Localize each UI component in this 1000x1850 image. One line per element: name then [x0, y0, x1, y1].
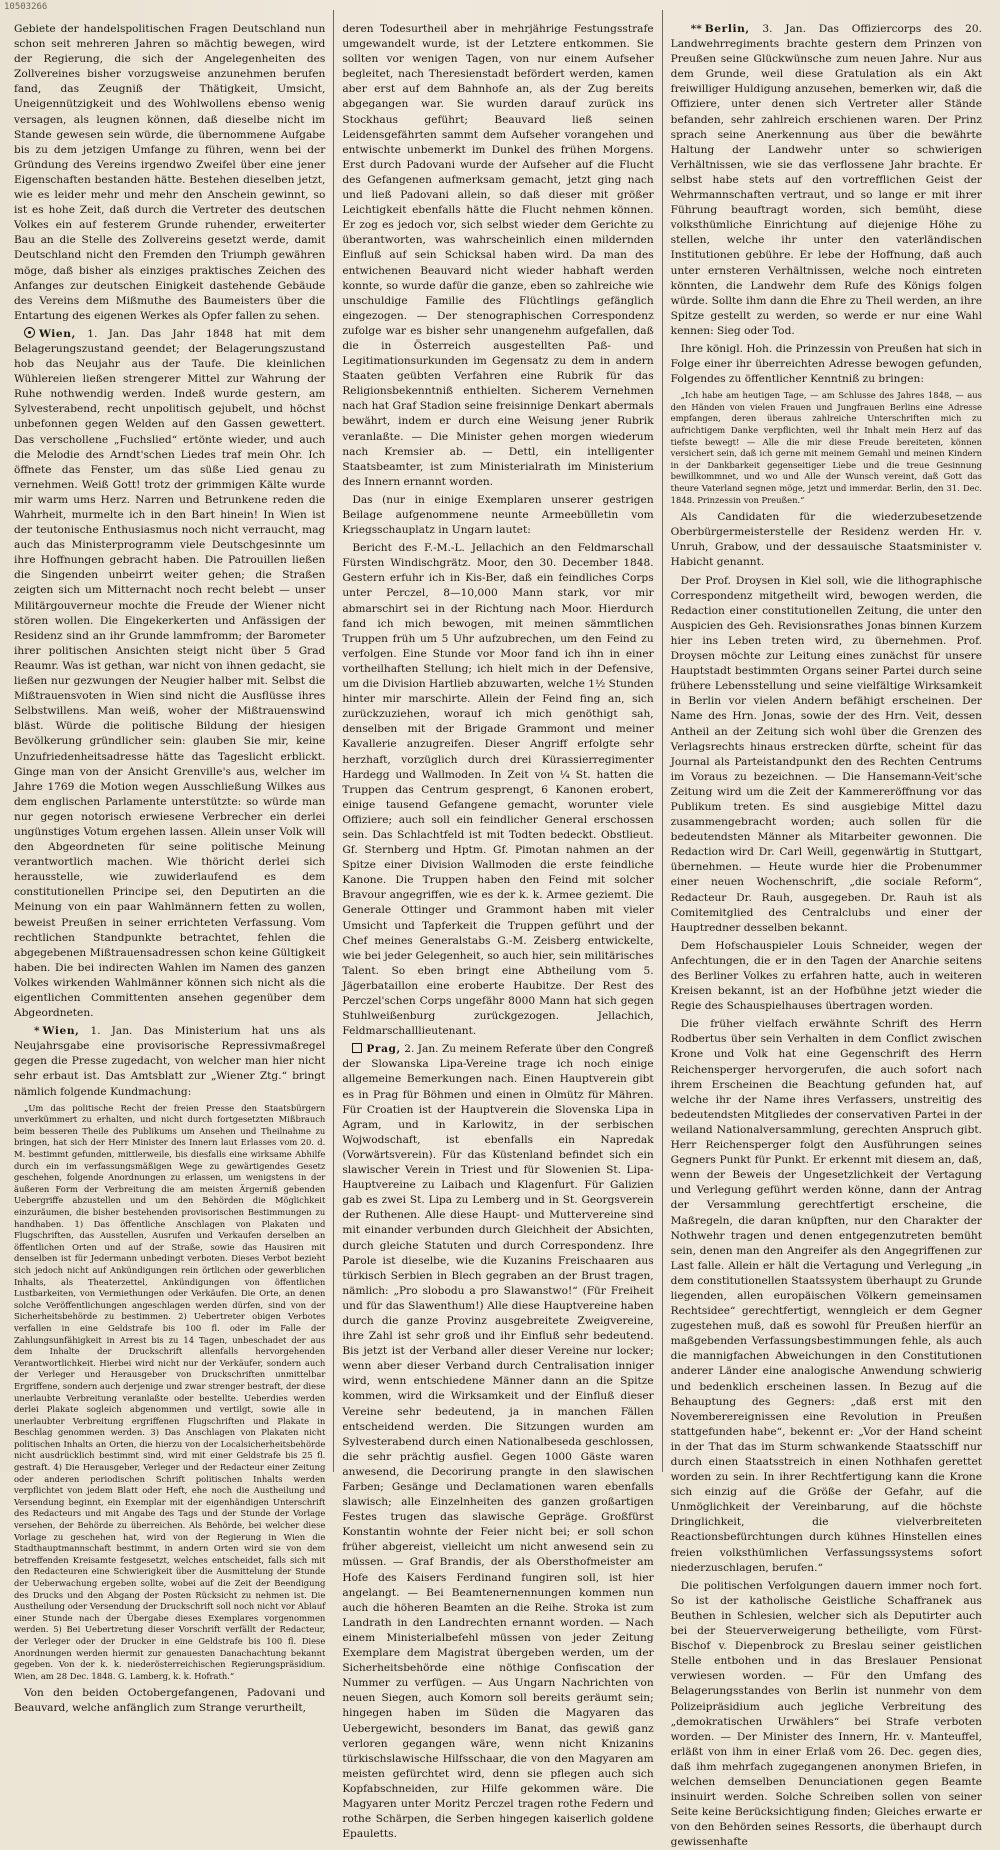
columns — [12, 10, 986, 1849]
dateline-prag: Prag, — [366, 1043, 401, 1056]
double-asterisk-mark-icon: ** — [690, 23, 702, 35]
prag-dispatch — [342, 1042, 653, 1842]
press-decree: „Um das politische Recht der freien Presse den Staatsbürgern unverkümmert zu erhalten, und nicht durch fortgesetzten Mißbrauch beim besseren Theile des Publikums um Ansehen und Theilnahme zu bringen, hat sich der Herr Minister des Innern laut Erlasses vom 20. d. M. bestimmt gefunden, mittlerweile, bis diesfalls eine wirksame Abhilfe durch ein im verfassungsmäßigen Wege zu gewärtigendes Gesetz geschehen, folgende Anordnungen zu erlassen, um wenigstens in der äußeren Form der Verbreitung die am meisten Ärgerniß gebenden Uebergriffe abzustellen und um den Behörden die Möglichkeit einzuräumen, die bisher bestehenden provisorischen Bestimmungen zu handhaben. 1) Das öffentliche Anschlagen von Plakaten und Flugschriften, das Ausstellen, Ausrufen und Verkaufen derselben an öffentlichen Orten und auf der Straße, sowie das Hausiren mit denselben ist für Jedermann unbedingt verboten. Dieses Verbot bezieht sich jedoch nicht auf Ankündigungen rein örtlichen oder gewerblichen Inhalts, als Theaterzettel, Ankündigungen von öffentlichen Lustbarkeiten, von Vermiethungen oder Verkäufen. Die Orte, an denen solche Veröffentlichungen angeschlagen werden dürfen, sind von der Sicherheitsbehörde zu bestimmen. 2) Uebertreter obigen Verbotes verfallen in eine Geldstrafe bis 100 fl. oder im Falle der Zahlungsunfähigkeit in Arrest bis zu 14 Tagen, unbeschadet der aus dem Inhalte der Druckschrift allenfalls hervorgehenden Verantwortlichkeit. Hierbei wird nicht nur der Verkäufer, sondern auch der Verleger und Herausgeber von Druckschriften unmittelbar Ergriffene, sondern auch derjenige und zwar strenger bestraft, der diese unerlaubte Verbreitung veranlaßte oder bestellte. Ueberdies werden derlei Plakate sogleich abgenommen und vertilgt, sowie alle in unerlaubter Verbreitung ergriffenen Flugschriften und Plakate in Beschlag genommen werden. 3) Das Anschlagen von Plakaten nicht politischen Inhalts an Orten, die hierzu von der Localsicherheitsbehörde nicht ausdrücklich bestimmt sind, wird mit einer Geldstrafe bis 25 fl. gestraft. 4) Die Herausgeber, Verleger und der Redacteur einer Zeitung oder anderen periodischen Schrift politischen Inhalts werden verpflichtet von jedem Blatt oder Heft, ehe noch die Austheilung und Versendung beginnt, ein Exemplar mit der eigenhändigen Unterschrift des Redacteurs und mit Angabe des Tags und der Stunde der Vorlage versehen, der Behörde zu überreichen. Als Behörde, bei welcher diese Vorlage zu geschehen hat, wird von der Regierung in Wien die Stadthauptmannschaft bestimmt, in andern Orten wird sie von dem betreffenden Kreisamte festgesetzt, welches entscheidet, falls sich mit den Redacteuren eine Schwierigkeit über die Ausmittelung der Stunde der Ueberwachung ergeben sollte, wobei auf die Zeit der Beendigung des Drucks und den Abgang der Posten Rücksicht zu nehmen ist. Die Austheilung oder Versendung der Druckschrift soll noch nicht vor Ablauf einer Stunde nach der Übergabe dieses Exemplares vorgenommen werden. 5) Bei Uebertretung dieser Vorschrift verfällt der Redacteur, der Verleger oder der Drucker in eine Geldstrafe bis 100 fl. Diese Anordnungen werden hiermit zur genauesten Danachachtung bekannt gegeben. Von der k. k. niederösterreichischen Regierungspräsidium. Wien, am 28 Dec. 1848. G. Lamberg, k. k. Hofrath.“ — [14, 1102, 326, 1681]
archive-id: 10503266 — [4, 2, 48, 12]
political-persecutions: Die politischen Verfolgungen dauern immer noch fort. So ist der katholische Geistliche Schaffranek aus Beuthen in Schlesien, welcher sich als Deputirter auch bei der Steuerverweigerung betheiligte, vom Fürst-Bischof v. Diepenbrock zu Breslau seiner geistlichen Stelle entbohen und in das Breslauer Pensionat verwiesen worden. — Für den Umfang des Belagerungsstandes von Berlin ist nunmehr von dem Polizeipräsidium auch jegliche Verbreitung des „demokratischen Urwählers“ bei Strafe verboten worden. — Der Minister des Innern, Hr. v. Manteuffel, erläßt von ihm in einer Erlaß vom 26. Dec. gegen dies, daß ihm mehrfach zugegangenen anonymen Briefen, in welchen demselben Denunciationen gegen Beamte insinuirt werden. Solche Schreiben sollen von seiner Seite keine Berücksichtigung finden; Gleiches erwarte er von den Behörden seines Ressorts, die überhaupt durch gewissenhafte — [670, 1579, 982, 1849]
mayor-candidates: Als Candidaten für die wiederzubesetzende Oberbürgermeisterstelle der Residenz werden Hr. v. Unruh, Grabow, und der dessauische Staatsminister v. Habicht genannt. — [670, 511, 982, 569]
rodbertus-reichensperger: Die früher vielfach erwähnte Schrift des Herrn Rodbertus über sein Verhalten in dem Conflict zwischen Krone und Volk hat eine Gegenschrift des Herrn Reichensperger hervorgerufen, die auch sofort nach ihrem Erscheinen die Beachtung gefunden hat, auf welche ihr der Name ihres Verfassers, unstreitig des bedeutendsten Mitgliedes der conservativen Partei in der weiland Nationalversammlung, gerechten Anspruch gibt. Herr Reichensperger folgt den Ausführungen seines Gegners Punkt für Punkt. Er erkennt mit diesem an, daß, wenn der Beweis der Ungesetzlichkeit der Vertagung und Verlegung geführt werden könne, dann der Antrag der Versammlung gerechtfertigt erscheine, die Maßregeln, die daran knüpften, nur den Charakter der Nothwehr tragen und denen entgegenzutreten bemüht sein, denen man den Angreifer als den Angegriffenen zur Last falle. Allein er hält die Vertagung und Verlegung „in dem constitutionellen Staatssystem überhaupt zu Grunde liegenden, allen europäischen Völkern gemeinsamen Rechtsidee“ gerechtfertigt, wenngleich er dem Gegner zugestehen muß, daß es sowohl für Preußen hierfür an maßgebenden Verfassungsbestimmungen fehle, als auch die mannigfachen Abweichungen in den Constitutionen anderer Länder eine analogische Anwendung schwierig und bedenklich erscheinen lassen. In Bezug auf die Behauptung des Gegners: „daß erst mit den Novemberereignissen eine Revolution in Preußen stattgefunden habe“, bekennt er: „Vor der Hand scheint in der That das im Sturm schwankende Staatsschiff nur durch einen Staatsstreich in einen Nothhafen gerettet worden zu sein. In ihrer Rechtfertigung kann die Krone sich einzig auf die Größe der Gefahr, auf die Unmöglichkeit der Vereinbarung, auf die höchste Dringlichkeit, die vielverbreiteten Reactionsbefürchtungen durch kühnes Hinstellen eines freien volksthümlichen Verfassungssystems sofort niederzuschlagen, berufen.“ — [670, 1018, 982, 1574]
schneider-notice: Dem Hofschauspieler Louis Schneider, wegen der Anfechtungen, die er in den Tagen der Anarchie seitens des Berliner Volkes zu erfahren hatte, auch in weiteren Kreisen bekannt, ist an der Hofbühne jetzt wieder die Regie des Schauspielhauses übertragen worden. — [670, 939, 982, 1013]
army-bulletin-intro: Das (nur in einige Exemplaren unserer gestrigen Beilage aufgenommene neunte Armeebülletin vom Kriegsschauplatz in Ungarn lautet: — [342, 493, 654, 537]
square-mark-icon — [352, 1043, 362, 1053]
zollverein-article: Gebiete der handelspolitischen Fragen Deutschland nun schon seit mehreren Jahren so mächtig bewegen, wird der Regierung, die sich der Angelegenheiten des Zollvereines bisher vorzugsweise anzunehmen berufen fand, das Zeugniß der Thätigkeit, Umsicht, Uneigennützigkeit und des Wohlwollens ebenso wenig versagen, als leugnen können, daß dieselbe nicht im Stande gewesen sein würde, die übernommene Aufgabe bis zu dem jetzigen Umfange zu führen, wenn bei der Gründung des Vereins irgendwo Zweifel über eine jener Eigenschaften bestanden hätte. Bestehen dieselben jetzt, wie es leider mehr und mehr den Anschein gewinnt, so ist es hohe Zeit, daß durch die Vertreter des deutschen Volkes ein auf festerem Grunde ruhender, erweiterter Bau an die Stelle des Zollvereins gesetzt werde, damit Deutschland nicht den Fremden den Triumph gewähren möge, daß bisher als einziges praktisches Zeichen des Anfanges zur deutschen Einigkeit dastehende Gebäude des Vereins dem Mißmuthe des Baumeisters über die Entartung des eigenen Werkes als Opfer fallen zu sehen. — [14, 23, 326, 322]
column-left — [12, 10, 333, 1715]
princess-notice-quote: „Ich habe am heutigen Tage, — am Schlusse des Jahres 1848, — aus den Händen von vielen Frauen und Jungfrauen Berlins eine Adresse empfangen, deren überaus zahlreiche Unterschriften mich zu aufrichtigem Danke verpflichten, weil ihr Inhalt mein Herz auf das tiefste bewegt! — Alle die mir diese Freude bereiteten, können versichert sein, daß ich gerne mit meinem Gemahl und meinen Kindern in der Dankbarkeit gegenseitiger Liebe und die treue Gesinnung bewillkommnet, und wo und Alle der Wunsch vereint, daß Gott das theure Vaterland segnen möge, jetzt und immerdar. Berlin, den 31. Dec. 1848. Prinzessin von Preußen.“ — [670, 390, 982, 505]
prisoners-article-cont: deren Todesurtheil aber in mehrjährige Festungsstrafe umgewandelt wurde, ist der Letztere entkommen. Sie sollten vor wenigen Tagen, von nur einem Aufseher begleitet, nach Theresienstadt befördert werden, kamen aber erst auf dem Bahnhofe an, als der Zug bereits abgegangen war. Sie wurden darauf zurück ins Stockhaus geführt; Beauvard ließ seinen Leidensgefährten sammt dem Aufseher vorangehen und entwischte unbemerkt im Dunkel des frühen Morgens. Erst durch Padovani wurde der Aufseher auf die Flucht des Gefangenen aufmerksam gemacht, jetzt ging nach und ließ Padovani allein, so daß dieser mit größer Leichtigkeit ebenfalls hätte die Flucht nehmen können. Er zog es jedoch vor, sich selbst wieder dem Gerichte zu überantworten, was wahrscheinlich einen mildernden Einfluß auf sein Schicksal haben wird. Da man des entwichenen Beauvard nicht wieder habhaft werden konnte, so wurde dafür die ganze, eben so zahlreiche wie unschuldige Familie des Flüchtlings gefänglich eingezogen. — Der stenographischen Correspondenz zufolge war es bisher sehr unangenehm aufgefallen, daß die in Österreich ausgestellten Paß- und Legitimationsurkunden im Gegensatz zu dem in andern Staaten geübten Verfahren eine Rubrik für das Religionsbekenntniß enthielten. Sicherem Vernehmen nach hat Graf Stadion seine freisinnige Denkart abermals bewährt, indem er durch eine Weisung jener Rubrik veranlaßte. — Die Minister gehen morgen wiederum nach Kremsier ab. — Dettl, ein intelligenter Staatsbeamter, ist zum Ministerialrath im Ministerium des Innern ernannt worden. — [342, 23, 654, 488]
dateline-berlin: Berlin, — [704, 23, 750, 35]
correspondent-mark-icon — [24, 327, 35, 338]
column-middle — [333, 10, 661, 1841]
asterisk-mark-icon: * — [34, 1025, 40, 1038]
dateline-wien-1: Wien, — [39, 327, 76, 340]
berlin-dispatch — [671, 22, 982, 339]
prag-dispatch-text: 2. Jan. Zu meinem Referate über den Congreß der Slowanska Lipa-Vereine trage ich noch einige allgemeine Bemerkungen nach. Einen Hauptverein gibt es in Prag für Böhmen und einen in Olmütz für Mähren. Für Croatien ist der Hauptverein die Slovenska Lipa in Agram, und in Karlowitz, in der serbischen Wojwodschaft, ist ebenfalls ein Napredak (Vorwärtsverein). Für das Küstenland befindet sich ein slawischer Verein in Triest und für Slowenien St. Lipa-Hauptvereine zu Laibach und Klagenfurt. Für Galizien gab es zwei St. Lipa zu Lemberg und in St. Georgsverein der Ruthenen. Alle diese Haupt- und Muttervereine sind mit einander verbunden durch Gleichheit der Absichten, durch gleiche Statuten und durch Correspondenz. Ihre Parole ist dieselbe, wie die Kuzanins Freischaaren aus türkisch Serbien in Blech gegraben an der Brust tragen, nämlich: „Pro slobodu a pro Slawanstwo!“ (Für Freiheit und für das Slawenthum!) Alle diese Hauptvereine haben durch die ganze Provinz ausgebreitete Zweigvereine, ihre Zahl ist sehr groß und ihr Einfluß sehr bedeutend. Bis jetzt ist der Verband aller dieser Vereine nur locker; wenn aber dieser Verband durch Centralisation inniger wird, wenn entschiedene Männer dann an die Spitze kommen, wird die Wirksamkeit und der Einfluß dieser Vereine sehr bedeutend, ja in manchen Fällen entscheidend werden. Die Sitzungen wurden am Sylvesterabend durch einen Nationalbeseda geschlossen, die sehr prächtig ausfiel. Gegen 1000 Gäste waren anwesend, die Decorirung prangte in den slawischen Farben; Gesänge und Declamationen waren ebenfalls slawisch; alle Einzelnheiten des ganzen großartigen Festes trugen das slawische Gepräge. Großfürst Konstantin wohnte der Feier nicht bei; er soll schon früher abgereist, vielleicht um nicht anwesend sein zu müssen. — Graf Brandis, der als Obersthofmeister am Hofe des Kaisers Ferdinand fungiren soll, ist hier angelangt. — Bei Beamtenernennungen kommen nun auch die höheren Beamten an die Reihe. Stroka ist zum Landrath in den Landrechten ernannt worden. — Nach einem Ministerialbefehl müssen von jeder Zeitung Exemplare dem Magistrat übergeben werden, um der Sicherheitsbehörde eine nöthige Confiscation der Nummer zu verfügen. — Aus Ungarn Nachrichten von neuen Siegen, auch Komorn soll bereits geräumt sein; hingegen haben im Süden die Magyaren das Uebergewicht, besonders im Banat, das gewiß ganz verloren gegangen wäre, wenn nicht Knizanins türkischslawische Hilfsschaar, die von den Magyaren am meisten gefürchtet wird, denn sie pflegen auch sich Kopfabschneiden, zur Hilfe gekommen wäre. Die Magyaren unter Moritz Perczel tragen rothe Federn und rothe Schärpen, die Serben hingegen kaiserlich goldene Epauletts. — [342, 1043, 654, 1841]
army-bulletin-report: Bericht des F.-M.-L. Jellachich an den Feldmarschall Fürsten Windischgrätz. Moor, den 30. December 1848. Gestern erfuhr ich in Kis-Ber, daß ein feindliches Corps unter Perczel, 8—10,000 Mann stark, vor mir abmarschirt sei in der Richtung nach Moor. Hierdurch fand ich mich bewogen, mit meinen sämmtlichen Truppen früh um 5 Uhr aufzubrechen, um den Feind zu verfolgen. Eine Stunde vor Moor fand ich ihn in einer vortheilhaften Stellung; ich hielt mich in der Defensive, um die Division Hartlieb abzuwarten, welche 1½ Stunden hinter mir marschirte. Allein der Feind fing an, sich zurückzuziehen, worauf ich mich genöthigt sah, denselben mit der Brigade Grammont und meiner Kavallerie anzugreifen. Dieser Angriff erfolgte sehr herzhaft, vorzüglich durch drei Kürassierregimenter Hardegg und Wallmoden. In Zeit von ¼ St. hatten die Truppen das Centrum gesprengt, 6 Kanonen erobert, einige tausend Gefangene gemacht, worunter viele Offiziere; auch soll ein feindlicher General erschossen sein. Das Schlachtfeld ist mit Todten bedeckt. Obstlieut. Gf. Sternberg und Hptm. Gf. Pimotan nahmen an der Spitze einer Division Wallmoden die erste feindliche Kanone. Die Truppen haben den Feind mit solcher Bravour angegriffen, wie es der k. k. Armee geziemt. Die Generale Ottinger und Grammont haben mit vieler Umsicht und Tapferkeit die Truppen geführt und der Chef meines Generalstabs G.-M. Zeisberg entwickelte, wie bei jeder Gelegenheit, so auch hier, sein militärisches Talent. So eben bringt eine Abtheilung vom 5. Jägerbataillon eine eroberte Haubitze. Der Rest des Perczel'schen Corps ungefähr 8000 Mann hat sich gegen Stuhlweißenburg zurückgezogen. Jellachich, Feldmarschalllieutenant. — [342, 542, 654, 1038]
newspaper-founding: Der Prof. Droysen in Kiel soll, wie die lithographische Correspondenz mitgetheilt wird, bewogen werden, die Redaction einer constitutionellen Zeitung, die unter den Auspicien des Geh. Revisionsrathes Jonas binnen Kurzem hier ins Leben treten wird, zu übernehmen. Prof. Droysen möchte zur Leitung eines zunächst für unsere Hauptstadt bestimmten Organs seiner Partei durch seine frühere Lebensstellung und seine vielfältige Wirksamkeit in Berlin vor vielen Andern befähigt erscheinen. Der Name des Hrn. Jonas, sowie der des Hrn. Veit, dessen Antheil an der Zeitung sich wohl über die Grenzen des Verlagsrechts hinaus erstrecken dürfte, scheint für das Journal als Parteistandpunkt den des Rechten Centrums im Voraus zu bezeichnen. — Die Hansemann-Veit'sche Zeitung wird um die Zeit der Kammereröffnung vor das Publikum treten. Es sind ausgiebige Mittel dazu zusammengebracht worden; auch sollen für die bedeutendsten Männer als Mitarbeiter gewonnen. Die Redaction wird Dr. Carl Weill, gegenwärtig in Stuttgart, übernehmen. — Heute wurde hier die Probenummer einer neuen Wochenschrift, „die sociale Reform“, Redacteur Dr. Rauh, ausgegeben. Dr. Rauh ist als Comitemitglied des Centralclubs und einer der Hauptredner desselben bekannt. — [670, 574, 982, 934]
wien-dispatch-1-text: 1. Jan. Das Jahr 1848 hat mit dem Belagerungszustand geendet; der Belagerungszustand hob das Neujahr aus der Taufe. Die kleinlichen Wühlereien ließen strengerer Mittel zur Wahrung der Ruhe nothwendig werden. Indeß wurde gestern, am Sylvesterabend, recht unpolitisch gejubelt, und höchst unbefonnen gegen Welden auf den Gassen gewettert. Das verschollene „Fuchslied“ ertönte wieder, und auch die Melodie des Arndt'schen Liedes traf mein Ohr. Ich öffnete das Fenster, um das süße Lied genau zu vernehmen. Weiß Gott! trotz der grimmigen Kälte wurde mir warm ums Herz. Narren und Betrunkene reden die Wahrheit, murmelte ich in den Bart hinein! In Wien ist der teutonische Enthusiasmus noch nicht verraucht, mag auch das Ministerprogramm viele Deutschgesinnte um ihre Hoffnungen gebracht haben. Die Patrouillen ließen die Singenden unbeirrt weiter gehen; die Straßen zeigten sich um Mitternacht noch recht belebt — unser Militärgouverneur mochte die Freude der Wiener nicht stören wollen. Die Eingekerkerten und Anfässigen der Residenz sind an ihr Grunde lammfromm; der Barometer ihrer politischen Ansichten steigt nicht über 5 Grad Reaumr. Was ist gethan, war nicht von ihnen gedacht, sie ließen nur gezwungen der Neugier halber mit. Selbst die Mißtrauensvoten in Wien sind nicht die Ausflüsse ihres Selbstwillens. Man weiß, woher der Mißtrauenswind bläst. Würde die politische Bildung der hiesigen Bevölkerung gründlicher sein: glauben Sie mir, keine Unzufriedenheitsadresse hätte das Tageslicht erblickt. Ginge man von der Ansicht Grenville's aus, welcher im Jahre 1769 die Motion wegen Ausschließung Wilkes aus dem englischen Parlamente unterstützte: so würde man nur gegen notorisch erwiesene Verbrecher ein derlei ungünstiges Votum ergehen lassen. Allein unser Volk will den Abgeordneten für seine politische Meinung verantwortlich machen. Wie thöricht derlei sich herausstelle, wie zuwiderlaufend es dem constitutionellen Principe sei, den Deputirten an die Meinung von ein paar Wahlmännern fetten zu wollen, beweist Preußen in seiner errichteten Verfassung. Vom rechtlichen Standpunkte betrachtet, fehlen die abgegebenen Mißtrauensadressen schon keine Gültigkeit haben. Die bei indirecten Wahlen im Namen des ganzen Volkes wirkenden Wahlmänner können sich nicht als die eigentlichen Committenten ansehen gegenüber dem Abgeordneten. — [14, 327, 326, 1020]
wien-dispatch-2-text: 1. Jan. Das Ministerium hat uns als Neujahrsgabe eine provisorische Repressivmaßregel gegen die Presse zugedacht, von welcher man hier nicht sehr erbaut ist. Das Amtsblatt zur „Wiener Ztg.“ bringt nämlich folgende Kundmachung: — [14, 1025, 326, 1098]
dateline-wien-2: Wien, — [42, 1025, 80, 1038]
princess-notice-intro: Ihre königl. Hoh. die Prinzessin von Preußen hat sich in Folge einer ihr überreichten Adresse bewogen gefunden, Folgendes zu öffentlicher Kenntniß zu bringen: — [670, 342, 982, 386]
wien-dispatch-1 — [14, 327, 325, 1021]
wien-dispatch-2 — [14, 1024, 325, 1099]
berlin-dispatch-text: 3. Jan. Das Offiziercorps des 20. Landwehrregiments brachte gestern dem Prinzen von Preußen seine Glückwünsche zum neuen Jahre. Nur aus dem Grunde, weil diese Gratulation als ein Akt freiwilliger Huldigung anzusehen, bemerken wir, daß die Offiziere, unter denen sich Vertreter aller Stände befanden, sehr zahlreich erschienen waren. Der Prinz sprach seine Anerkennung aus über die bewährte Haltung der Landwehr unter so schwierigen Verhältnissen, wie sie das verflossene Jahr brachte. Er selbst habe stets auf den vortrefflichen Geist der Wehrmannschaften vertraut, und so lange er mit ihrer Führung beauftragt worden, sich bemüht, diese volksthümliche Einrichtung auf diejenige Höhe zu stellen, welche ihr unter den vaterländischen Institutionen gebühre. Er lebe der Hoffnung, daß auch unter ernsteren Verhältnissen, welche noch eintreten könnten, die Landwehr dem Rufe des Königs folgen würde. Sollte ihm dann die Ehre zu Theil werden, an ihre Spitze gestellt zu werden, so werde er nur eine Wahl kennen: Sieg oder Tod. — [670, 23, 982, 337]
prisoners-article-start: Von den beiden Octobergefangenen, Padovani und Beauvard, welche anfänglich zum Strange verurtheilt, — [14, 1687, 326, 1715]
column-right — [662, 10, 986, 1849]
